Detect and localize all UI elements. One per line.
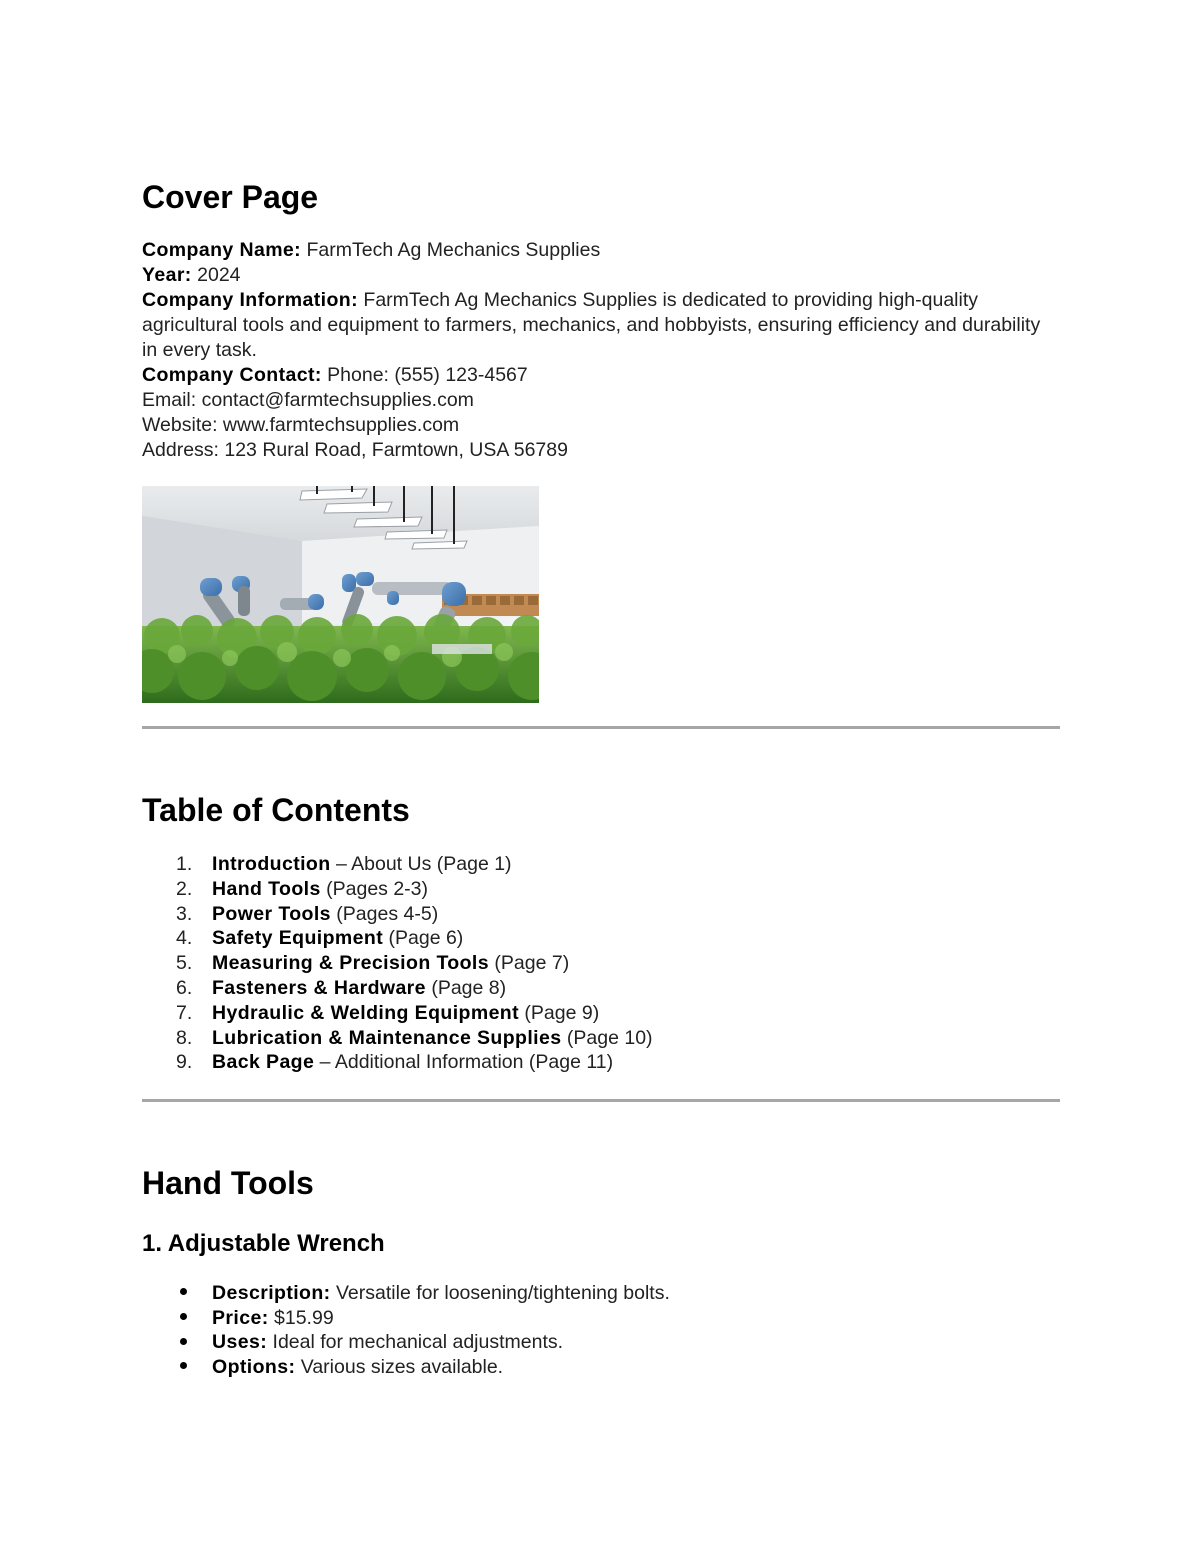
toc-item-detail: – About Us (Page 1) xyxy=(330,853,512,875)
toc-item xyxy=(142,951,653,976)
toc-item xyxy=(142,1026,653,1051)
toc-item-detail: (Page 6) xyxy=(383,927,464,950)
toc-item-title: Lubrication & Maintenance Supplies xyxy=(212,1026,562,1049)
toc-item xyxy=(142,926,653,951)
toc-item-title: Power Tools xyxy=(212,902,331,925)
company-information-label: Company Information: xyxy=(142,289,358,311)
year-value: 2024 xyxy=(197,264,241,286)
toc-item-detail: (Pages 2-3) xyxy=(320,877,429,900)
detail-label: Uses: xyxy=(212,1331,268,1354)
toc-item-title: Fasteners & Hardware xyxy=(212,976,426,999)
contact-website: Website: www.farmtechsupplies.com xyxy=(142,414,460,436)
toc-item-number: 1. xyxy=(176,853,193,875)
toc-item-number: 4. xyxy=(176,927,193,950)
toc-item-number: 8. xyxy=(176,1026,193,1049)
hand-tools-heading: Hand Tools xyxy=(142,1165,314,1201)
toc-item-title: Safety Equipment xyxy=(212,927,384,950)
toc-item-detail: – Additional Information (Page 11) xyxy=(314,1051,614,1074)
toc-item-detail: (Pages 4-5) xyxy=(330,902,439,925)
toc-item-detail: (Page 10) xyxy=(561,1026,653,1049)
toc-item xyxy=(142,976,653,1001)
toc-item xyxy=(142,852,653,877)
detail-label: Price: xyxy=(212,1306,269,1329)
toc-item-title: Measuring & Precision Tools xyxy=(212,952,489,975)
toc-item-number: 2. xyxy=(176,877,193,900)
company-contact-label: Company Contact: xyxy=(142,364,322,386)
contact-phone: Phone: (555) 123-4567 xyxy=(327,364,528,386)
toc-item-detail: (Page 7) xyxy=(489,952,570,975)
detail-item-price xyxy=(142,1306,670,1331)
toc-item-number: 3. xyxy=(176,902,193,925)
section-divider xyxy=(142,1099,1060,1102)
toc-item-title: Hydraulic & Welding Equipment xyxy=(212,1001,520,1024)
cover-page-heading: Cover Page xyxy=(142,179,319,215)
section-divider xyxy=(142,726,1060,729)
toc-item-number: 7. xyxy=(176,1001,193,1024)
robotic-arms-greenhouse-image xyxy=(142,486,539,703)
company-name-label: Company Name: xyxy=(142,239,302,261)
adjustable-wrench-heading: 1. Adjustable Wrench xyxy=(142,1230,385,1257)
company-information-value: FarmTech Ag Mechanics Supplies is dedicated to providing high-quality agricultural tools and equipment to farmers, mechanics, and hobbyists, ensuring efficiency and durability in every task. xyxy=(142,289,1041,361)
year-label: Year: xyxy=(142,264,192,286)
bullet-icon xyxy=(180,1362,187,1369)
detail-value: $15.99 xyxy=(268,1306,334,1329)
toc-item-number: 6. xyxy=(176,976,193,999)
detail-item-options xyxy=(142,1355,670,1380)
table-of-contents-list xyxy=(142,852,653,1075)
toc-item-title: Introduction xyxy=(212,853,331,875)
toc-item xyxy=(142,1050,653,1075)
toc-item-title: Back Page xyxy=(212,1051,315,1074)
toc-item-detail: (Page 8) xyxy=(425,976,507,999)
toc-item xyxy=(142,1001,653,1026)
detail-value: Versatile for loosening/tightening bolts. xyxy=(330,1282,670,1304)
company-information-line xyxy=(142,288,1042,363)
detail-label: Options: xyxy=(212,1356,296,1379)
company-contact-line xyxy=(142,363,1042,388)
toc-item-number: 5. xyxy=(176,952,193,975)
detail-item-uses xyxy=(142,1330,670,1355)
detail-item-description xyxy=(142,1281,670,1306)
toc-item-title: Hand Tools xyxy=(212,877,321,900)
detail-value: Ideal for mechanical adjustments. xyxy=(267,1331,564,1354)
toc-item-number: 9. xyxy=(176,1051,193,1074)
toc-item-detail: (Page 9) xyxy=(519,1001,600,1024)
bullet-icon xyxy=(180,1338,187,1345)
bullet-icon xyxy=(180,1288,187,1295)
company-name-line xyxy=(142,238,1042,263)
toc-item xyxy=(142,877,653,902)
company-name-value: FarmTech Ag Mechanics Supplies xyxy=(306,239,601,261)
bullet-icon xyxy=(180,1313,187,1320)
detail-label: Description: xyxy=(212,1282,331,1304)
company-info-block xyxy=(142,238,1042,463)
contact-email: Email: contact@farmtechsupplies.com xyxy=(142,389,474,411)
contact-address: Address: 123 Rural Road, Farmtown, USA 56789 xyxy=(142,439,568,461)
detail-value: Various sizes available. xyxy=(295,1356,504,1379)
toc-item xyxy=(142,902,653,927)
adjustable-wrench-details xyxy=(142,1281,670,1380)
year-line xyxy=(142,263,1042,288)
table-of-contents-heading: Table of Contents xyxy=(142,792,410,828)
